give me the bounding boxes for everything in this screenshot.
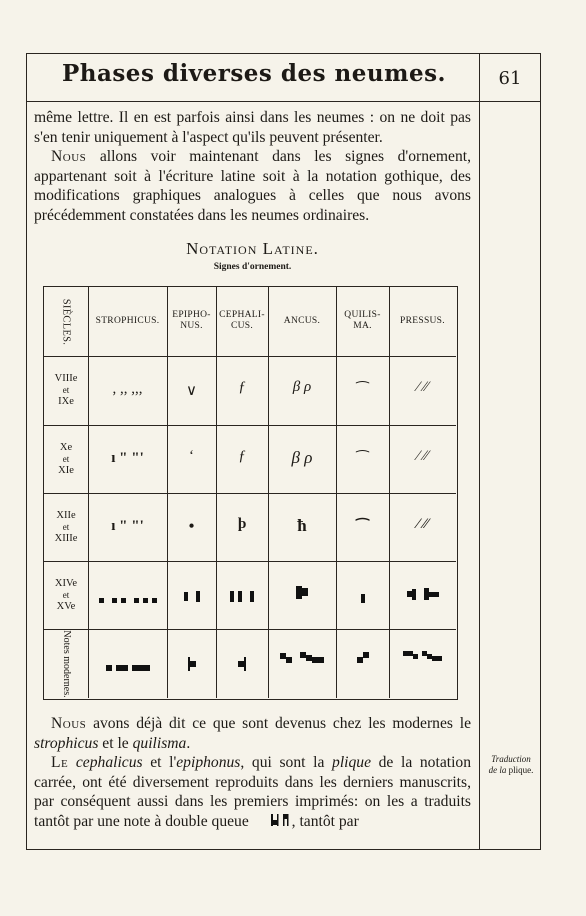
neume-cephalicus-2: ƒ	[238, 448, 246, 464]
neume-cephalicus-5	[216, 655, 268, 673]
neume-ancus-3: ħ	[297, 516, 307, 535]
neume-epiphonus-3: •	[188, 516, 195, 536]
neume-strophicus-2: ı " "'	[111, 450, 144, 466]
para2-lead: Nous	[51, 148, 87, 166]
neume-quilisma-4	[336, 589, 389, 607]
neume-quilisma-5	[336, 651, 389, 669]
paragraph-2	[34, 147, 471, 225]
neume-ancus-1: β ρ	[292, 379, 312, 395]
neume-strophicus-3: ı " "'	[111, 518, 144, 534]
neume-epiphonus-5	[167, 655, 216, 673]
margin-rule	[479, 53, 480, 850]
neume-strophicus-1: , ,, ,,,	[112, 381, 143, 397]
neume-cephalicus-1: ƒ	[238, 379, 246, 395]
double-stem-note-icon	[253, 813, 292, 833]
grid-row-2	[44, 425, 456, 426]
header-ancus: ANCUS.	[283, 316, 321, 326]
neume-cephalicus-3: þ	[237, 516, 247, 532]
row-label-notes-modernes: Notes modernes.	[60, 629, 72, 698]
neume-epiphonus-1: ∨	[186, 383, 197, 399]
paragraph-4: Le cephalicus et l'epiphonus, qui sont la plique de la notation carrée, ont été diversement reproduits dans les derniers manuscrits, par conséquent aussi dans les premiers imprimés: on les a traduits tantôt par une note à double queue , tantôt par	[34, 753, 471, 832]
neume-ancus-2: β ρ	[291, 448, 313, 467]
page-number: 61	[498, 68, 522, 89]
row-label-viii-ix: VIIIe et IXe	[54, 373, 78, 407]
neume-pressus-1: ⁄ ⁄⁄	[416, 379, 429, 395]
neume-quilisma-2: ⁀	[356, 452, 369, 468]
header-cephalicus: CEPHALI- CUS.	[219, 310, 265, 331]
row-label-x-xi: Xe et XIe	[58, 442, 74, 476]
page-title: Phases diverses des neumes.	[61, 60, 447, 87]
header-rule	[26, 101, 541, 102]
paragraph-1: même lettre. Il en est parfois ainsi dans les neumes : on ne doit pas s'en tenir uniquement à l'aspect qu'ils peuvent présenter.	[34, 109, 471, 146]
grid-row-4	[44, 561, 456, 562]
grid-row-1	[44, 356, 456, 357]
header-strophicus: STROPHICUS.	[95, 316, 160, 326]
para2-text: allons voir maintenant dans les signes d'ornement, appartenant soit à l'écriture latine soit à la notation gothique, des modifications graphiques analogues à celles que nous avons précédemment constatées dans les neumes ordinaires.	[34, 148, 471, 224]
neume-epiphonus-4	[167, 587, 216, 605]
body-text-top	[34, 108, 471, 226]
neume-ancus-5	[268, 651, 336, 669]
header-quilisma: QUILIS- MA.	[344, 310, 381, 331]
neume-table	[43, 286, 458, 700]
header-epiphonus: EPIPHO- NUS.	[172, 310, 211, 331]
header-siecles: SIÈCLES.	[60, 298, 72, 345]
header-pressus: PRESSUS.	[400, 316, 445, 326]
body-text-bottom	[34, 714, 471, 832]
margin-note: Traduction de la plique.	[488, 754, 534, 775]
table-subtitle: Signes d'ornement.	[213, 262, 292, 272]
neume-pressus-4	[389, 585, 456, 603]
grid-row-3	[44, 493, 456, 494]
neume-pressus-2: ⁄ ⁄⁄	[416, 448, 429, 464]
neume-pressus-3: ⁄ ⁄⁄	[416, 516, 429, 532]
row-label-xii-xiii: XIIe et XIIIe	[54, 510, 78, 544]
grid-row-5	[44, 629, 456, 630]
neume-epiphonus-2: ʻ	[189, 448, 194, 464]
neume-ancus-4	[268, 583, 336, 601]
paragraph-3: Nous avons déjà dit ce que sont devenus chez les modernes le strophicus et le quilisma.	[34, 715, 471, 752]
neume-strophicus-4	[88, 591, 167, 609]
neume-quilisma-3: ⁀	[356, 520, 369, 536]
table-title: Notation Latine.	[186, 239, 319, 258]
row-label-xiv-xv: XIVe et XVe	[54, 578, 78, 612]
neume-quilisma-1: ⁀	[356, 383, 369, 399]
neume-pressus-5	[389, 649, 456, 667]
neume-strophicus-5	[88, 659, 167, 677]
neume-cephalicus-4	[216, 587, 268, 605]
